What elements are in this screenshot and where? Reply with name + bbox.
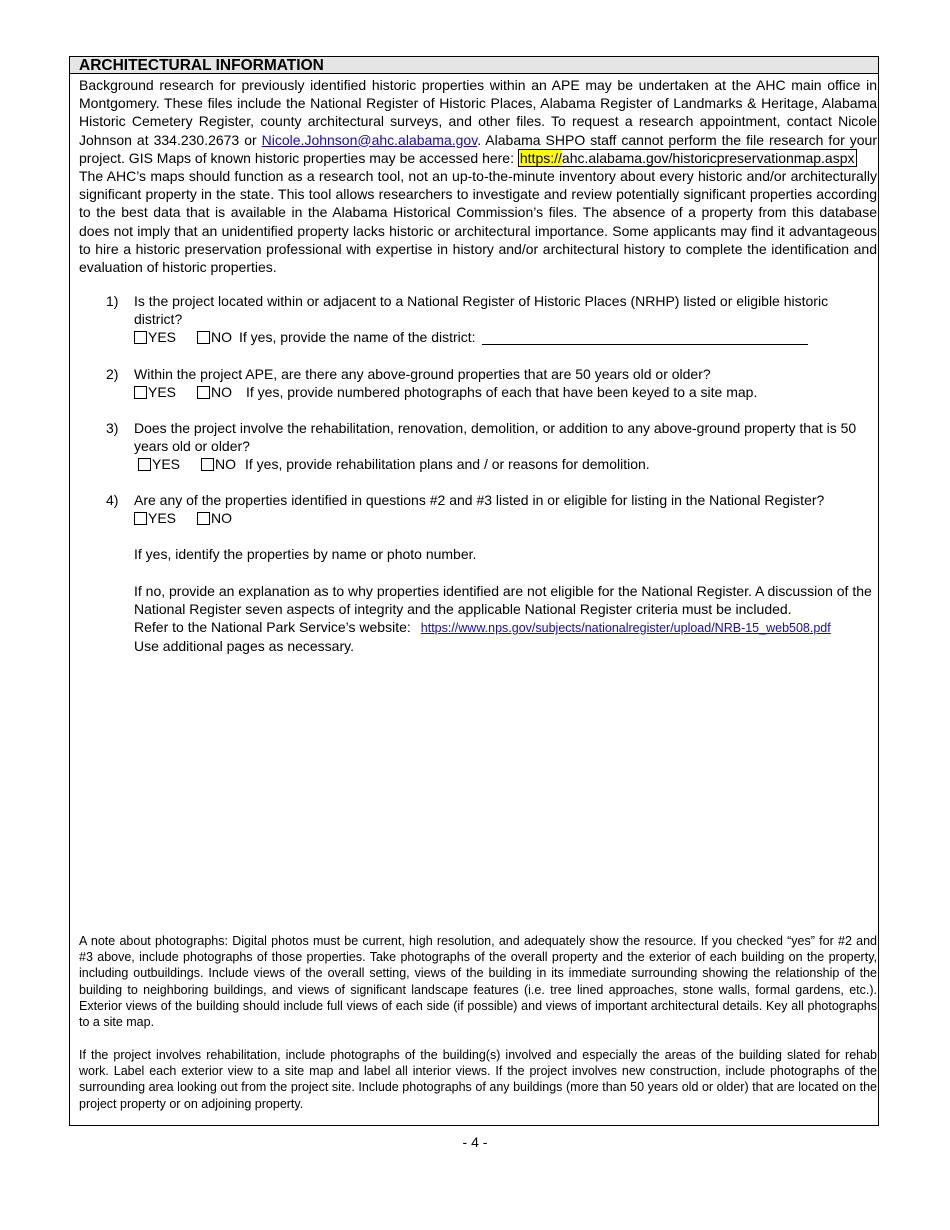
q2-no-checkbox[interactable] [197,386,210,399]
q3-no-checkbox[interactable] [201,458,214,471]
question-1-answers: YES NO If yes, provide the name of the district: [134,328,876,346]
district-name-field[interactable] [482,331,808,345]
q3-yes-option[interactable]: YES [138,455,180,473]
nps-link[interactable]: https://www.nps.gov/subjects/nationalregister/upload/NRB-15_web508.pdf [420,621,831,636]
q2-yes-option[interactable]: YES [134,383,176,401]
q4-no-option[interactable]: NO [197,509,232,527]
question-2-answers: YES NO If yes, provide numbered photographs of each that have been keyed to a site map. [134,383,876,401]
question-2-text: Within the project APE, are there any above-ground properties that are 50 years old or older? [134,366,711,382]
intro-text: Background research for previously identified historic properties within an APE may be undertaken at the AHC main office in Montgomery. These files include the National Register of Historic Places, Alabama Register of Landmarks & Heritage, Alabama Historic Cemetery Register, county architectural surveys, and other files. To request a research appointment, contact Nicole Johnson at 334.230.2673 or Nicole.Johnson@ahc.alabama.gov. Alabama SHPO staff cannot perform the file research for your project. GIS Maps of known historic properties may be accessed here: https://ahc.alabama.gov/historicpreservationmap.aspx The AHC’s maps should function as a research tool, not an up-to-the-minute inventory about every historic and/or architecturally significant property in the state. This tool allows researchers to investigate and review potentially significant properties according to the best data that is available in the Alabama Historical Commission’s files. The absence of a property from this database does not imply that an unidentified property lacks historic or architectural importance. Some applicants may find it advantageous to hire a historic preservation professional with expertise in history and/or architectural history to complete the identification and evaluation of historic properties. [79,77,877,276]
q1-no-option[interactable]: NO [197,328,232,346]
q4-no-checkbox[interactable] [197,512,210,525]
email-link[interactable]: Nicole.Johnson@ahc.alabama.gov [261,131,478,148]
q4-yes-checkbox[interactable] [134,512,147,525]
q1-no-checkbox[interactable] [197,331,210,344]
q1-yes-checkbox[interactable] [134,331,147,344]
question-3-text: Does the project involve the rehabilitation, renovation, demolition, or addition to any above-ground property that is 50 years old or older? [134,420,857,455]
q4-if-yes: If yes, identify the properties by name or photo number. [134,546,477,563]
gis-map-link[interactable]: https://ahc.alabama.gov/historicpreservationmap.aspx [519,149,855,166]
form-frame: ARCHITECTURAL INFORMATION Background research for previously identified historic properties within an APE may be undertaken at the AHC main office in Montgomery. These files include the National Register of Historic Places, Alabama Register of Landmarks & Heritage, Alabama Historic Cemetery Register, county architectural surveys, and other files. To request a research appointment, contact Nicole Johnson at 334.230.2673 or Nicole.Johnson@ahc.alabama.gov. Alabama SHPO staff cannot perform the file research for your project. GIS Maps of known historic properties may be accessed here: https://ahc.alabama.gov/historicpreservationmap.aspx The AHC’s maps should function as a research tool, not an up-to-the-minute inventory about every historic and/or architecturally significant property in the state. This tool allows researchers to investigate and review potentially significant properties according to the best data that is available in the Alabama Historical Commission’s files. The absence of a property from this database does not imply that an unidentified property lacks historic or architectural importance. Some applicants may find it advantageous to hire a historic preservation professional with expertise in history and/or architectural history to complete the identification and evaluation of historic properties. 1) Is the project located within or adjacent to a National Register of Historic Places (NRHP) listed or eligible historic district? YES NO If yes, provide the name of the district: 2) Within the project APE, are there any above-ground properties that are 50 years old or older? YES NO If yes, provide numbered photographs of each that have been keyed to a site map. 3) Does the project involve the rehabilitation, renovation, demolition, or addition to any above-ground property that is 50 years old or older? YES NO If yes, provide rehabilitation plans and / or reasons for demolition. 4) Are any of the properties identified in questions #2 and #3 listed in or eligible for listing in the National Register? YES NO If yes, identify the properties by name or photo number. If no, provide an explanation as to why properties identified are not eligible for the National Register. A discussion of the National Register seven aspects of integrity and the applicable National Register criteria must be included. Refer to the National Park Service’s website: https://www.nps.gov/subjects/nationalregister/upload/NRB-15_web508.pdf Use additional pages as necessary. A note about photographs: Digital photos must be current, high resolution, and adequately show the resource. If you checked “yes” for #2 and #3 above, include photographs of those properties. Take photographs of the overall property and the exterior of each building on the property, including outbuildings. Include views of the overall setting, views of the building in its immediate surrounding showing the relationship of the building to neighboring buildings, and views of significant landscape features (i.e. tree lined approaches, stone walls, formal gardens, etc.). Exterior views of the building should include full views of each side (if possible) and views of important architectural details. Key all photographs to a site map. If the project involves rehabilitation, include photographs of the building(s) involved and especially the areas of the building slated for rehab work. Label each exterior view to a site map and label all interior views. If the project involves new construction, include photographs of the surrounding area looking out from the project site. Include photographs of any buildings (more than 50 years old or older) that are located on the project property or on adjoining property. [69,56,879,1126]
section-header: ARCHITECTURAL INFORMATION [70,57,878,74]
photo-note: A note about photographs: Digital photos must be current, high resolution, and adequately show the resource. If you checked “yes” for #2 and #3 above, include photographs of those properties. Take photographs of the overall property and the exterior of each building on the property, including outbuildings. Include views of the overall setting, views of the building in its immediate surrounding showing the relationship of the building to neighboring buildings, and views of significant landscape features (i.e. tree lined approaches, stone walls, formal gardens, etc.). Exterior views of the building should include full views of each side (if possible) and views of important architectural details. Key all photographs to a site map. [79,934,877,1030]
q1-yes-option[interactable]: YES [134,328,176,346]
question-4-answers [134,509,876,527]
q4-yes-option[interactable]: YES [134,509,176,527]
q4-if-no: If no, provide an explanation as to why properties identified are not eligible for the National Register. A discussion of the National Register seven aspects of integrity and the applicable National Register criteria must be included. [134,582,872,617]
q4-refer: Refer to the National Park Service’s website: https://www.nps.gov/subjects/nationalregister/upload/NRB-15_web508.pdf [134,619,831,636]
page-number: - 4 - [462,1134,488,1150]
q4-additional: Use additional pages as necessary. [134,638,354,655]
q3-yes-checkbox[interactable] [138,458,151,471]
question-4-text: Are any of the properties identified in questions #2 and #3 listed in or eligible for listing in the National Register? [134,492,825,508]
question-1-text: Is the project located within or adjacent to a National Register of Historic Places (NRHP) listed or eligible historic district? [134,293,829,328]
rehab-note: If the project involves rehabilitation, include photographs of the building(s) involved and especially the areas of the building slated for rehab work. Label each exterior view to a site map and label all interior views. If the project involves new construction, include photographs of the surrounding area looking out from the project site. Include photographs of any buildings (more than 50 years old or older) that are located on the project property or on adjoining property. [79,1048,877,1111]
question-3-answers: YES NO If yes, provide rehabilitation plans and / or reasons for demolition. [134,455,876,473]
q3-no-option[interactable]: NO [201,455,236,473]
q2-yes-checkbox[interactable] [134,386,147,399]
q2-no-option[interactable]: NO [197,383,232,401]
